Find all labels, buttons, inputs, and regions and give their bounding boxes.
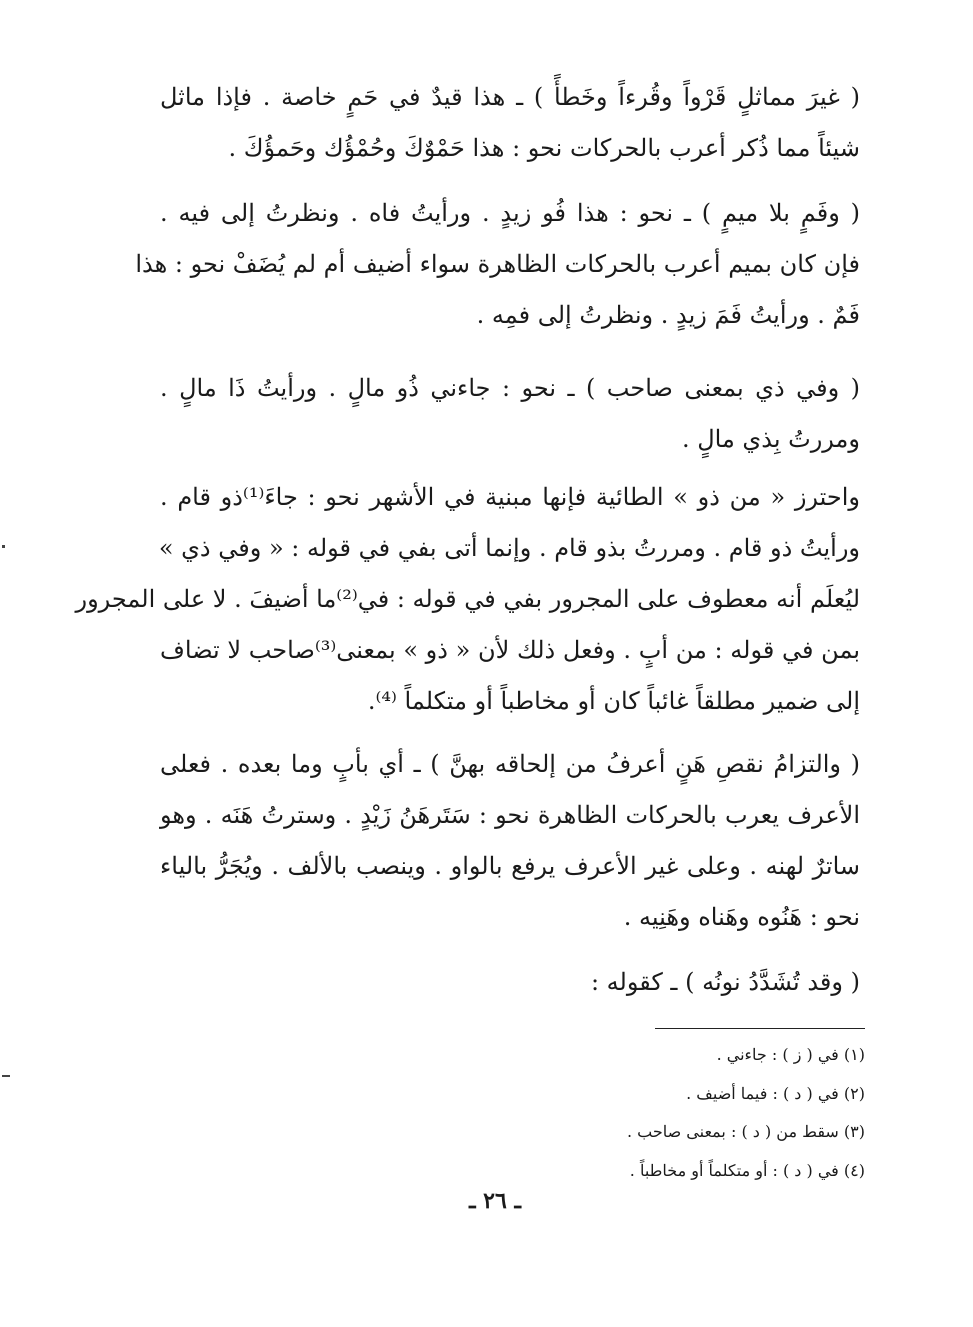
paragraph-line: ( غيرَ مماثلٍ قَرْواً وقُرءاً وخَطأً ) ـ هذا قيدٌ في حَمٍ خاصة . فإذا ماثل: [160, 83, 860, 111]
paragraph-line: ( وفَمٍ بلا ميمٍ ) ـ نحو : هذا فُو زيدٍ . ورأيتُ فاه . ونظرتُ إلى فيه .: [160, 199, 860, 227]
paragraph-5: [160, 739, 860, 943]
scan-speck: [2, 545, 5, 548]
paragraph-line: فَمٌ . ورأيتُ فَمَ زيدٍ . ونظرتُ إلى فمِه .: [476, 301, 860, 329]
paragraph-line: ( وقد تُشَدَّدُ نونُه ) ـ كقوله :: [590, 968, 860, 996]
paragraph-line: ( وفي ذي بمعنى صاحب ) ـ نحو : جاءني ذُو مالٍ . ورأيتُ ذَا مالٍ .: [160, 374, 860, 402]
paragraph-6: [160, 957, 860, 1008]
paragraph-line: شيئاً مما ذُكر أعرب بالحركات نحو : هذا حَمْوٌكَ وحُمْؤُك وحَمؤُكَ .: [228, 134, 860, 162]
page-number: ـ ٢٦ ـ: [469, 1188, 521, 1214]
paragraph-line: بمن في قوله : من أبٍ . وفعل ذلك لأن « ذو » بمعنى⁽³⁾صاحب لا تضاف: [160, 636, 860, 664]
paragraph-3: [160, 363, 860, 465]
footnote-4: (٤) في ( د ) : أو متكلماً أو مخاطباً .: [629, 1160, 865, 1180]
paragraph-line: ساترٌ لهنه . وعلى غير الأعرف يرفع بالواو . وينصب بالألف . ويُجَرُّ بالياء: [160, 852, 860, 880]
paragraph-line: ورأيتُ ذو قام . ومررتُ بذو قام . وإنما أتى بفي في قوله : « وفي ذي »: [158, 534, 860, 562]
paragraph-line: إلى ضمير مطلقاً غائباً كان أو مخاطباً أو متكلماً ⁽⁴⁾.: [367, 687, 860, 715]
paragraph-line: فإن كان بميم أعرب بالحركات الظاهرة سواء أضيف أم لم يُضَفْ نحو : هذا: [135, 250, 860, 278]
paragraph-line: ومررتُ بِذي مالٍ .: [681, 425, 860, 453]
paragraph-2: [135, 188, 860, 341]
paragraph-line: الأعرف يعرب بالحركات الظاهرة نحو : سَتَرهَنُ زَيْدٍ . وسترتُ هَنَه . وهو: [160, 801, 860, 829]
paragraph-line: ( والتزامُ نقصِ هَنٍ أعرفُ من إلحاقه بهنَّ ) ـ أي بأبٍ وما بعده . فعلى: [160, 750, 860, 778]
footnote-separator: [655, 1028, 865, 1029]
paragraph-line: نحو : هَنُوه وهَناه وهَنِيه .: [623, 903, 860, 931]
scan-speck: [2, 1075, 10, 1077]
paragraph-4: [75, 472, 861, 727]
footnotes: [460, 1036, 865, 1190]
footnote-3: (٣) سقط من ( د ) : بمعنى صاحب .: [626, 1122, 865, 1141]
paragraph-line: واحترز « من ذو » الطائية فإنها مبنية في الأشهر نحو : جاءَ⁽¹⁾ذو قام .: [160, 483, 861, 511]
footnote-2: (٢) في ( د ) : فيما أضيف .: [686, 1083, 865, 1103]
footnote-1: (١) في ( ز ) : جاءني .: [716, 1045, 865, 1064]
paragraph-1: [160, 72, 860, 174]
paragraph-line: ليُعلَم أنه معطوف على المجرور بفي في قوله : في⁽²⁾ما أضيفَ . لا على المجرور: [75, 585, 860, 613]
